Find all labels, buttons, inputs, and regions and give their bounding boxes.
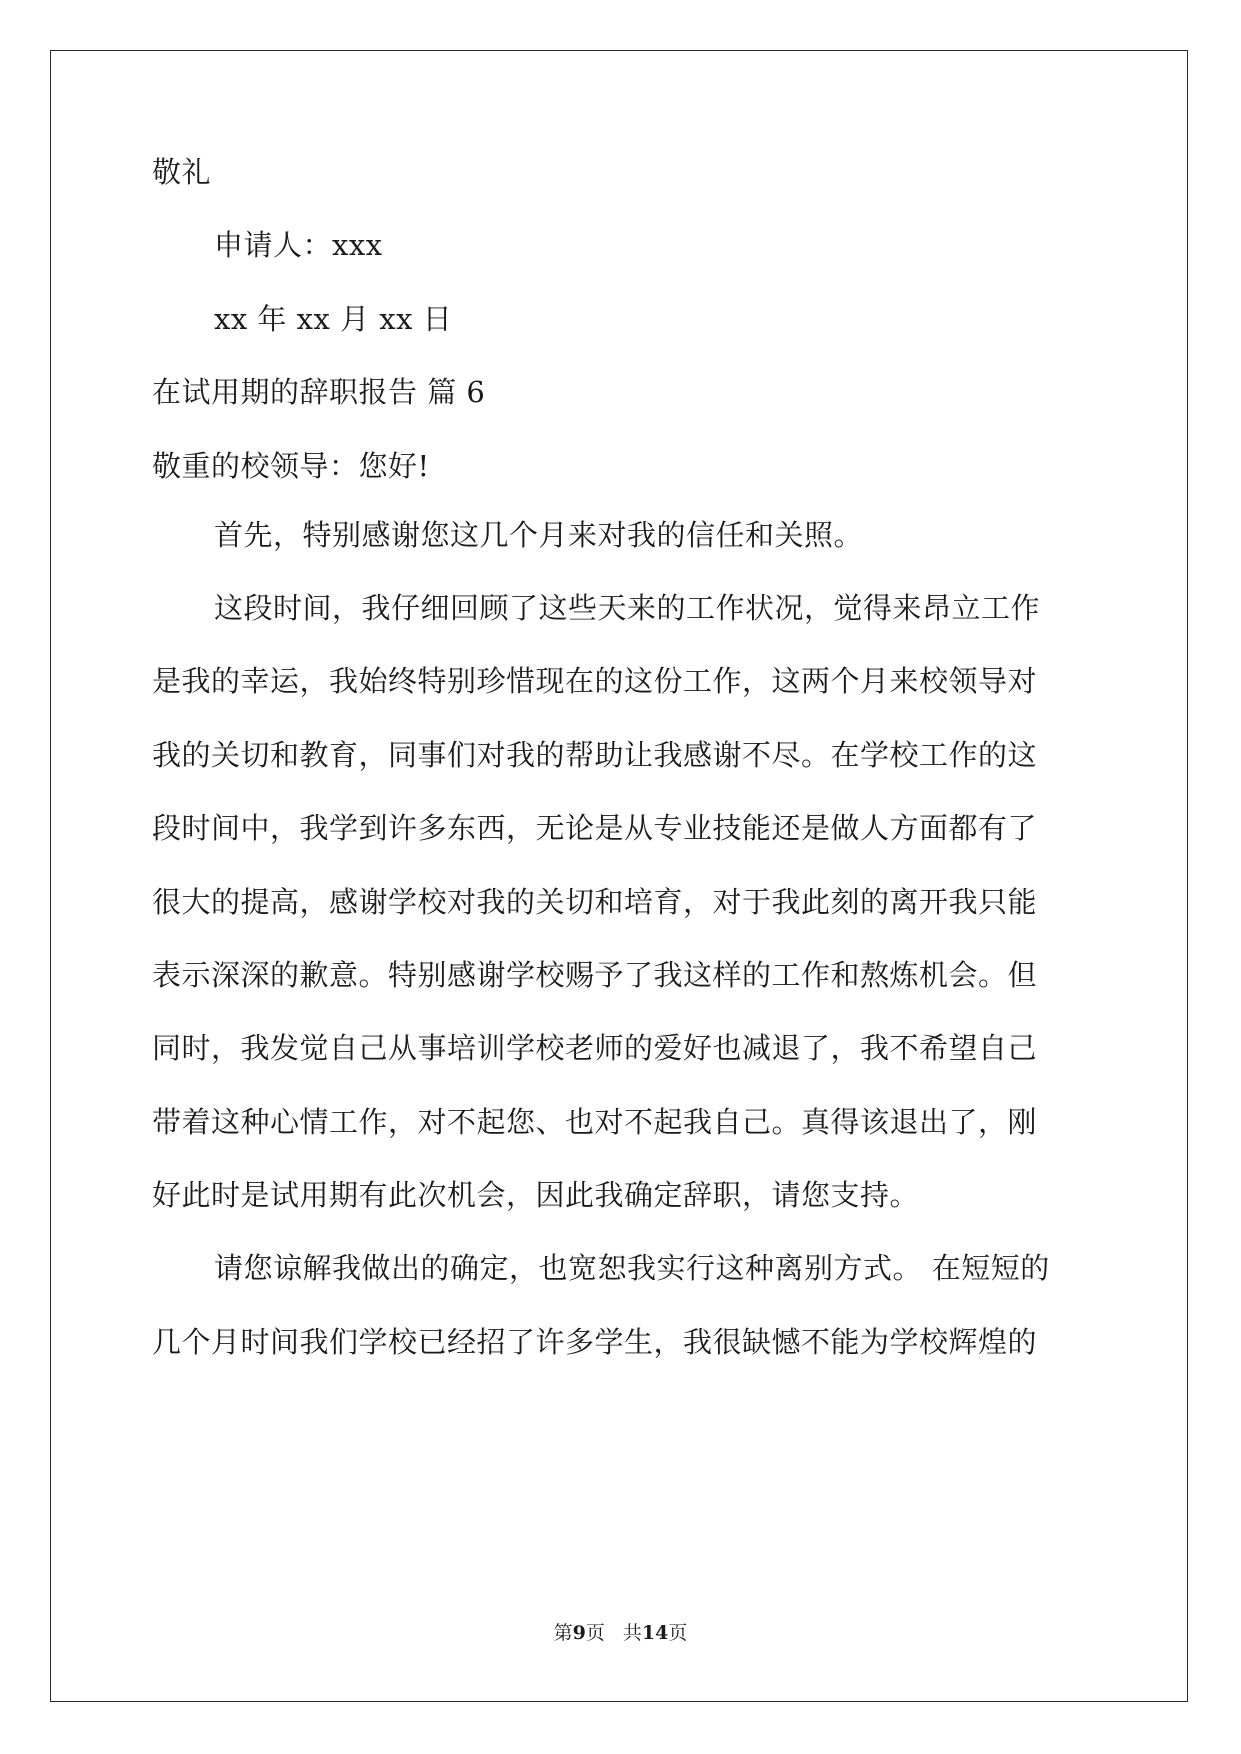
paragraph-line: 很大的提高，感谢学校对我的关切和培育，对于我此刻的离开我只能	[152, 885, 1038, 919]
paragraph-line: 是我的幸运，我始终特别珍惜现在的这份工作，这两个月来校领导对	[152, 664, 1038, 698]
paragraph-line: 请您谅解我做出的确定，也宽恕我实行这种离别方式。 在短短的	[214, 1251, 1050, 1285]
closing-line: 敬礼	[152, 155, 212, 189]
page-suffix: 页	[585, 1622, 605, 1644]
date-line: xx 年 xx 月 xx 日	[214, 302, 453, 336]
paragraph-line: 表示深深的歉意。特别感谢学校赐予了我这样的工作和熬炼机会。但	[152, 958, 1038, 992]
page-footer	[0, 1624, 1241, 1643]
total-prefix: 共	[622, 1622, 642, 1644]
paragraph-line: 这段时间，我仔细回顾了这些天来的工作状况，觉得来昂立工作	[214, 591, 1041, 625]
page-border	[50, 50, 1188, 1702]
page-prefix: 第	[553, 1622, 573, 1644]
section-title: 在试用期的辞职报告 篇 6	[152, 375, 486, 409]
paragraph-line: 带着这种心情工作，对不起您、也对不起我自己。真得该退出了，刚	[152, 1105, 1038, 1139]
page-number: 9	[572, 1622, 586, 1644]
paragraph-line: 我的关切和教育，同事们对我的帮助让我感谢不尽。在学校工作的这	[152, 738, 1038, 772]
paragraph-line: 段时间中，我学到许多东西，无论是从专业技能还是做人方面都有了	[152, 811, 1038, 845]
total-pages: 14	[641, 1622, 669, 1644]
paragraph-line: 同时，我发觉自己从事培训学校老师的爱好也减退了，我不希望自己	[152, 1031, 1038, 1065]
paragraph-line: 首先，特别感谢您这几个月来对我的信任和关照。	[214, 518, 864, 552]
paragraph-line: 好此时是试用期有此次机会，因此我确定辞职，请您支持。	[152, 1178, 920, 1212]
paragraph-line: 几个月时间我们学校已经招了许多学生，我很缺憾不能为学校辉煌的	[152, 1325, 1038, 1359]
applicant-line: 申请人：xxx	[214, 228, 383, 262]
total-suffix: 页	[668, 1622, 688, 1644]
salutation: 敬重的校领导：您好!	[152, 449, 430, 483]
